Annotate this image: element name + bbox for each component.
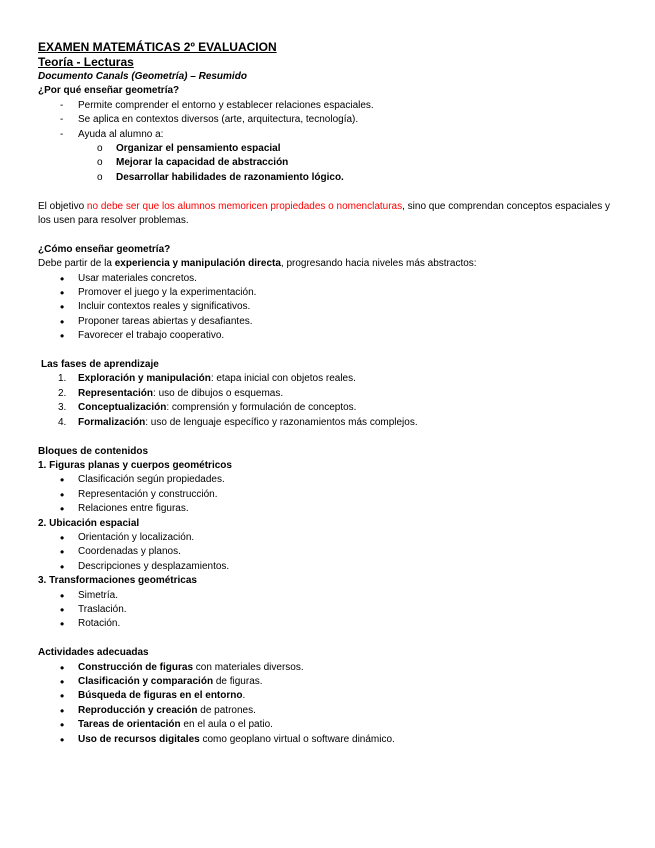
list-item: - Se aplica en contextos diversos (arte, arquitectura, tecnología).	[38, 113, 618, 127]
list-item: • Relaciones entre figuras.	[38, 502, 618, 516]
why-list	[38, 99, 618, 142]
list-item: • Uso de recursos digitales como geoplano virtual o software dinámico.	[38, 733, 618, 747]
phases-list	[38, 372, 618, 430]
list-item: • Reproducción y creación de patrones.	[38, 704, 618, 718]
list-item: • Incluir contextos reales y significativos.	[38, 300, 618, 314]
list-item: • Rotación.	[38, 617, 618, 631]
document-subtitle: Teoría - Lecturas	[38, 55, 134, 69]
list-item: o Mejorar la capacidad de abstracción	[38, 156, 618, 170]
list-item: • Descripciones y desplazamientos.	[38, 560, 618, 574]
list-item: • Clasificación según propiedades.	[38, 473, 618, 487]
list-item: • Tareas de orientación en el aula o el patio.	[38, 718, 618, 732]
list-item: • Promover el juego y la experimentación.	[38, 286, 618, 300]
why-sublist	[38, 142, 618, 185]
list-item: 4. Formalización: uso de lenguaje específico y razonamientos más complejos.	[58, 416, 418, 428]
list-item: • Búsqueda de figuras en el entorno.	[38, 689, 618, 703]
why-heading: ¿Por qué enseñar geometría?	[38, 85, 180, 97]
block-3-title: 3. Transformaciones geométricas	[38, 575, 197, 587]
how-heading: ¿Cómo enseñar geometría?	[38, 243, 171, 255]
list-item: - Ayuda al alumno a:	[38, 128, 618, 142]
list-item: • Usar materiales concretos.	[38, 272, 618, 286]
list-item: o Desarrollar habilidades de razonamiento lógico.	[38, 171, 618, 185]
objective-paragraph: El objetivo no debe ser que los alumnos memoricen propiedades o nomenclaturas, sino que comprendan conceptos espaciales y los usen para resolver problemas.	[38, 200, 611, 227]
list-item: o Organizar el pensamiento espacial	[38, 142, 618, 156]
phases-heading: Las fases de aprendizaje	[41, 359, 159, 371]
block-3-list	[38, 589, 618, 632]
list-item: • Favorecer el trabajo cooperativo.	[38, 329, 618, 343]
blocks-heading: Bloques de contenidos	[38, 445, 149, 457]
list-item: 3. Conceptualización: comprensión y formulación de conceptos.	[58, 402, 357, 414]
list-item: • Proponer tareas abiertas y desafiantes.	[38, 315, 618, 329]
list-item: 1. Exploración y manipulación: etapa inicial con objetos reales.	[58, 373, 356, 385]
block-2-title: 2. Ubicación espacial	[38, 517, 140, 529]
block-2-list	[38, 531, 618, 574]
list-item: • Orientación y localización.	[38, 531, 618, 545]
source-document: Documento Canals (Geometría) – Resumido	[38, 71, 247, 82]
list-item: • Traslación.	[38, 603, 618, 617]
how-list	[38, 272, 618, 344]
document-page	[38, 40, 618, 747]
list-item: 2. Representación: uso de dibujos o esquemas.	[58, 387, 284, 399]
activities-list	[38, 661, 618, 747]
highlighted-text: no debe ser que los alumnos memoricen propiedades o nomenclaturas	[86, 200, 403, 212]
block-1-list	[38, 473, 618, 516]
list-item: • Simetría.	[38, 589, 618, 603]
list-item: • Construcción de figuras con materiales diversos.	[38, 661, 618, 675]
document-title: EXAMEN MATEMÁTICAS 2º EVALUACION	[38, 40, 277, 54]
list-item: • Representación y construcción.	[38, 488, 618, 502]
list-item: • Coordenadas y planos.	[38, 545, 618, 559]
how-intro: Debe partir de la experiencia y manipulación directa, progresando hacia niveles más abstractos:	[38, 258, 477, 270]
block-1-title: 1. Figuras planas y cuerpos geométricos	[38, 459, 232, 471]
list-item: - Permite comprender el entorno y establecer relaciones espaciales.	[38, 99, 618, 113]
list-item: • Clasificación y comparación de figuras.	[38, 675, 618, 689]
activities-heading: Actividades adecuadas	[38, 647, 149, 659]
